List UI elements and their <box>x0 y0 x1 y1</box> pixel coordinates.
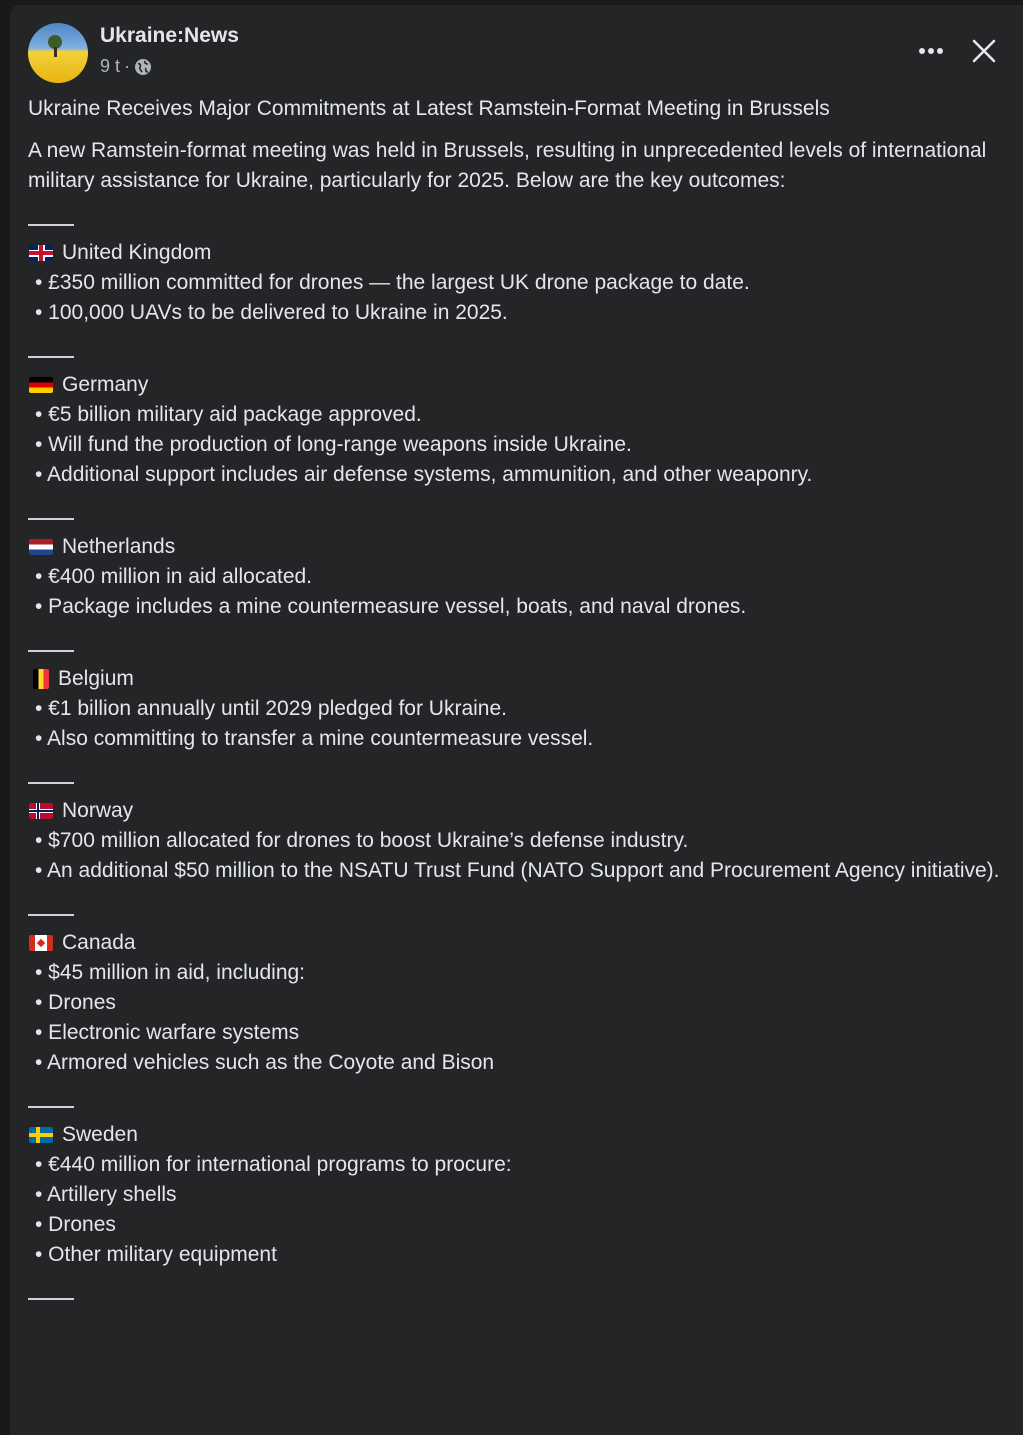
section-germany <box>28 370 1003 490</box>
post-time[interactable]: 9 t <box>100 56 121 76</box>
separator-line <box>28 760 1003 790</box>
country-name: Netherlands <box>62 535 176 558</box>
avatar-trunk-shape <box>54 47 57 57</box>
list-item: • An additional $50 million to the NSATU Trust Fund (NATO Support and Procurement Agency initiative). <box>35 859 1000 882</box>
list-item: • Other military equipment <box>35 1243 277 1266</box>
globe-icon[interactable] <box>134 58 152 76</box>
list-item: • Drones <box>35 1213 116 1236</box>
meta-dot: · <box>124 56 131 76</box>
close-button[interactable] <box>964 31 1004 71</box>
section-netherlands <box>28 532 1003 622</box>
country-heading <box>28 796 1003 826</box>
list-item: • Electronic warfare systems <box>35 1021 300 1044</box>
separator-line <box>28 496 1003 526</box>
separator-line <box>28 1084 1003 1114</box>
section-belgium <box>28 664 1003 754</box>
list-item: • £350 million committed for drones — the largest UK drone package to date. <box>35 271 750 294</box>
section-sweden <box>28 1120 1003 1270</box>
list-item: • Also committing to transfer a mine countermeasure vessel. <box>35 727 594 750</box>
canada-flag-icon <box>29 935 53 951</box>
more-horizontal-icon <box>918 47 944 55</box>
list-item: • Will fund the production of long-range weapons inside Ukraine. <box>35 433 632 456</box>
country-name: Germany <box>62 373 149 396</box>
list-item: • $700 million allocated for drones to boost Ukraine’s defense industry. <box>35 829 689 852</box>
list-item: • Armored vehicles such as the Coyote and Bison <box>35 1051 495 1074</box>
list-item: • €440 million for international programs to procure: <box>35 1153 512 1176</box>
country-heading <box>28 664 1003 694</box>
page-avatar[interactable] <box>28 23 88 83</box>
list-item: • €400 million in aid allocated. <box>35 565 313 588</box>
country-name: Belgium <box>58 667 134 690</box>
country-heading <box>28 532 1003 562</box>
post-headline: Ukraine Receives Major Commitments at Latest Ramstein-Format Meeting in Brussels <box>28 97 830 120</box>
separator-line <box>28 202 1003 232</box>
sweden-flag-icon <box>29 1127 53 1143</box>
separator-line <box>28 1276 1003 1306</box>
separator-line <box>28 334 1003 364</box>
germany-flag-icon <box>29 377 53 393</box>
country-heading <box>28 370 1003 400</box>
country-heading <box>28 238 1003 268</box>
close-icon <box>972 39 996 63</box>
post-meta <box>100 56 152 77</box>
page-name-link[interactable]: Ukraine:News <box>100 24 239 47</box>
list-item: • Package includes a mine countermeasure vessel, boats, and naval drones. <box>35 595 747 618</box>
more-options-button[interactable] <box>910 33 952 69</box>
list-item: • 100,000 UAVs to be delivered to Ukraine in 2025. <box>35 301 508 324</box>
post-card <box>10 5 1023 1435</box>
section-norway <box>28 796 1003 886</box>
belgium-flag-icon <box>33 669 49 689</box>
country-heading <box>28 1120 1003 1150</box>
country-name: United Kingdom <box>62 241 212 264</box>
list-item: • Artillery shells <box>35 1183 177 1206</box>
list-item: • Additional support includes air defense systems, ammunition, and other weaponry. <box>35 463 813 486</box>
post-intro: A new Ramstein-format meeting was held in Brussels, resulting in unprecedented levels of international military assistance for Ukraine, particularly for 2025. Below are the key outcomes: <box>28 139 987 192</box>
section-united-kingdom <box>28 238 1003 328</box>
netherlands-flag-icon <box>29 539 53 555</box>
country-name: Canada <box>62 931 136 954</box>
norway-flag-icon <box>29 803 53 819</box>
list-item: • €5 billion military aid package approved. <box>35 403 422 426</box>
uk-flag-icon <box>29 245 53 261</box>
separator-line <box>28 628 1003 658</box>
list-item: • $45 million in aid, including: <box>35 961 306 984</box>
list-item: • Drones <box>35 991 116 1014</box>
country-name: Sweden <box>62 1123 138 1146</box>
country-name: Norway <box>62 799 134 822</box>
list-item: • €1 billion annually until 2029 pledged for Ukraine. <box>35 697 507 720</box>
section-canada <box>28 928 1003 1078</box>
separator-line <box>28 892 1003 922</box>
post-body <box>28 94 1003 1312</box>
country-heading <box>28 928 1003 958</box>
